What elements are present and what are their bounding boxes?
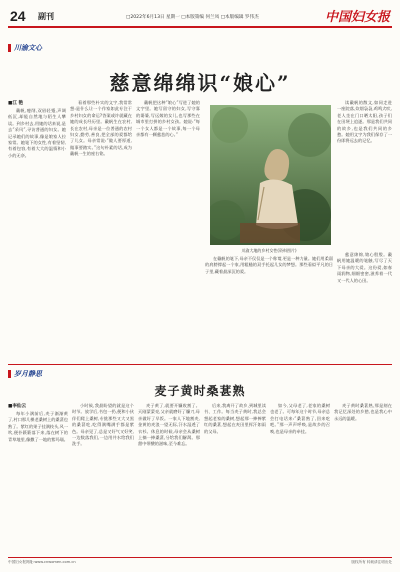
article-paragraph: 读戴帆的散文,如同走进一座院落,炊烟袅袅,鸡鸣犬吠,老人坐在门口晒太阳,孩子们在田埂上追逐。那是我们共同的故乡,也是我们共同的乡愁。她用文字为我们保存了一份即将远去的记忆。: [337, 100, 392, 144]
photo-illustration-icon: [210, 105, 331, 245]
article-paragraph: 看着那些朴实的文字,我常常想:是什么让一个作家如此专注于乡村妇女的命运?答案或许就藏在她的成长经历里。戴帆生在农村,长在农村,母亲是一位普通的农村妇女,勤劳,善良,把全部的爱都给了儿女。母亲常说:“做人要厚道,做事要踏实。”这句朴素的话,成为戴帆一生的座右铭。: [70, 100, 132, 157]
article-byline: ■李仙云: [8, 404, 27, 409]
newspaper-masthead: 中国妇女报: [324, 10, 390, 25]
column-tag-label: 岁月静思: [14, 370, 42, 378]
article-paragraph: 小时候,我最盼望的就是这个时节。放学后,书包一扔,便和小伙伴们爬上桑树,专挑那些又大又黑的桑葚吃,吃得满嘴满手都是紫色。母亲见了,总是又好气又好笑,一边数落我们,一边用井水给我们洗手。: [72, 403, 134, 447]
article-title: 慈意绵绵识“娘心”: [109, 71, 291, 95]
tag-bar-decoration: [8, 370, 11, 378]
page-footer: [8, 557, 392, 566]
article-paragraph: 麦子黄时桑葚熟,那是刻在我记忆深处的乡愁,也是我心中永远的温暖。: [334, 403, 392, 421]
page-number: 24: [10, 8, 26, 24]
footer-copyright: 版权所有 转载请注明出处: [351, 560, 392, 564]
column-tag-label: 川渝文心: [14, 44, 42, 52]
section-divider: [8, 364, 392, 365]
article-paragraph: 如今,父母老了,老家的桑树也老了。可每年这个时节,母亲总会打电话来:“桑葚熟了,回来吃吧。”那一声声呼唤,是故乡的召唤,也是母亲的牵挂。: [270, 403, 330, 434]
article-byline: ■江 艳: [8, 101, 24, 106]
article-paragraph: 每年小满前后,麦子渐渐黄了,村口那几棵老桑树上的桑葚也熟了。紫红的果子挂满枝头,风一吹,便扑簌簌落下来,落在树下的青草地里,像撒了一地的紫玛瑙。: [8, 411, 68, 442]
article-title: 麦子黄时桑葚熟: [154, 384, 246, 398]
article-paragraph: 在戴帆的笔下,母亲不仅仅是一个称谓,更是一种力量。她们用柔弱的肩膀撑起一个家,用粗糙的双手托起儿女的梦想。那些看似平凡的日子里,藏着最深沉的爱。: [205, 256, 333, 274]
date-line: □2022年6月13日 星期一 □本版策编 何兰凤 □本版编辑 罗伟杰: [126, 15, 259, 20]
article-paragraph: 慈意绵绵,娘心殷殷。戴帆用她温暖的笔触,写尽了天下母亲的大爱。这份爱,如春雨润物,细细密密,滋养着一代又一代人的心田。: [337, 252, 392, 283]
article-paragraph: 后来,我离开了故乡,到城里读书、工作。每当麦子黄时,我总会想起老家的桑树,想起那一捧捧紫红的桑葚,想起在麦田里挥汗如雨的父母。: [204, 403, 266, 434]
article-photo: [210, 105, 331, 245]
article-paragraph: 戴帆把这种“娘心”写进了她的文字里。她写留守的妇女,写守寡的婆婆,写远嫁的女儿,也写那些在城市里打拼的乡村女孩。她说:“每一个女人都是一个故事,每一个母亲都有一颗慈悲的心。”: [136, 100, 200, 138]
tag-bar-decoration: [8, 44, 11, 52]
section-name: 副刊: [38, 12, 54, 21]
footer-website: 中国妇女报网址:www.cnwomen.com.cn: [8, 560, 76, 564]
article-paragraph: 麦子黄了,就要开镰收割了。天刚蒙蒙亮,父亲就磨好了镰刀,母亲做好了早饭。一家人下地割麦,金黄的麦浪一望无际,汗水湿透了衣衫。休息的时候,母亲会从桑树上摘一捧桑葚,分给我们解渴。那甜中带酸的滋味,至今难忘。: [138, 403, 200, 447]
article-paragraph: 戴帆,瘦削,双眉轻蹙,声调低沉,却能自然地与陌生人攀谈。到乡村去,用她的话来说,是去“采风”,寻访普通的妇女。她记录她们的故事,像是娘家人拉家常。她笔下的女性,有着坚韧,有着包容,有着大大的温情和小小的无奈。: [8, 108, 66, 158]
page-header: [8, 6, 392, 28]
column-tag: [8, 43, 78, 53]
column-tag: [8, 369, 78, 379]
photo-caption: 川渝大地的乡村女性(资料图片): [241, 248, 297, 253]
